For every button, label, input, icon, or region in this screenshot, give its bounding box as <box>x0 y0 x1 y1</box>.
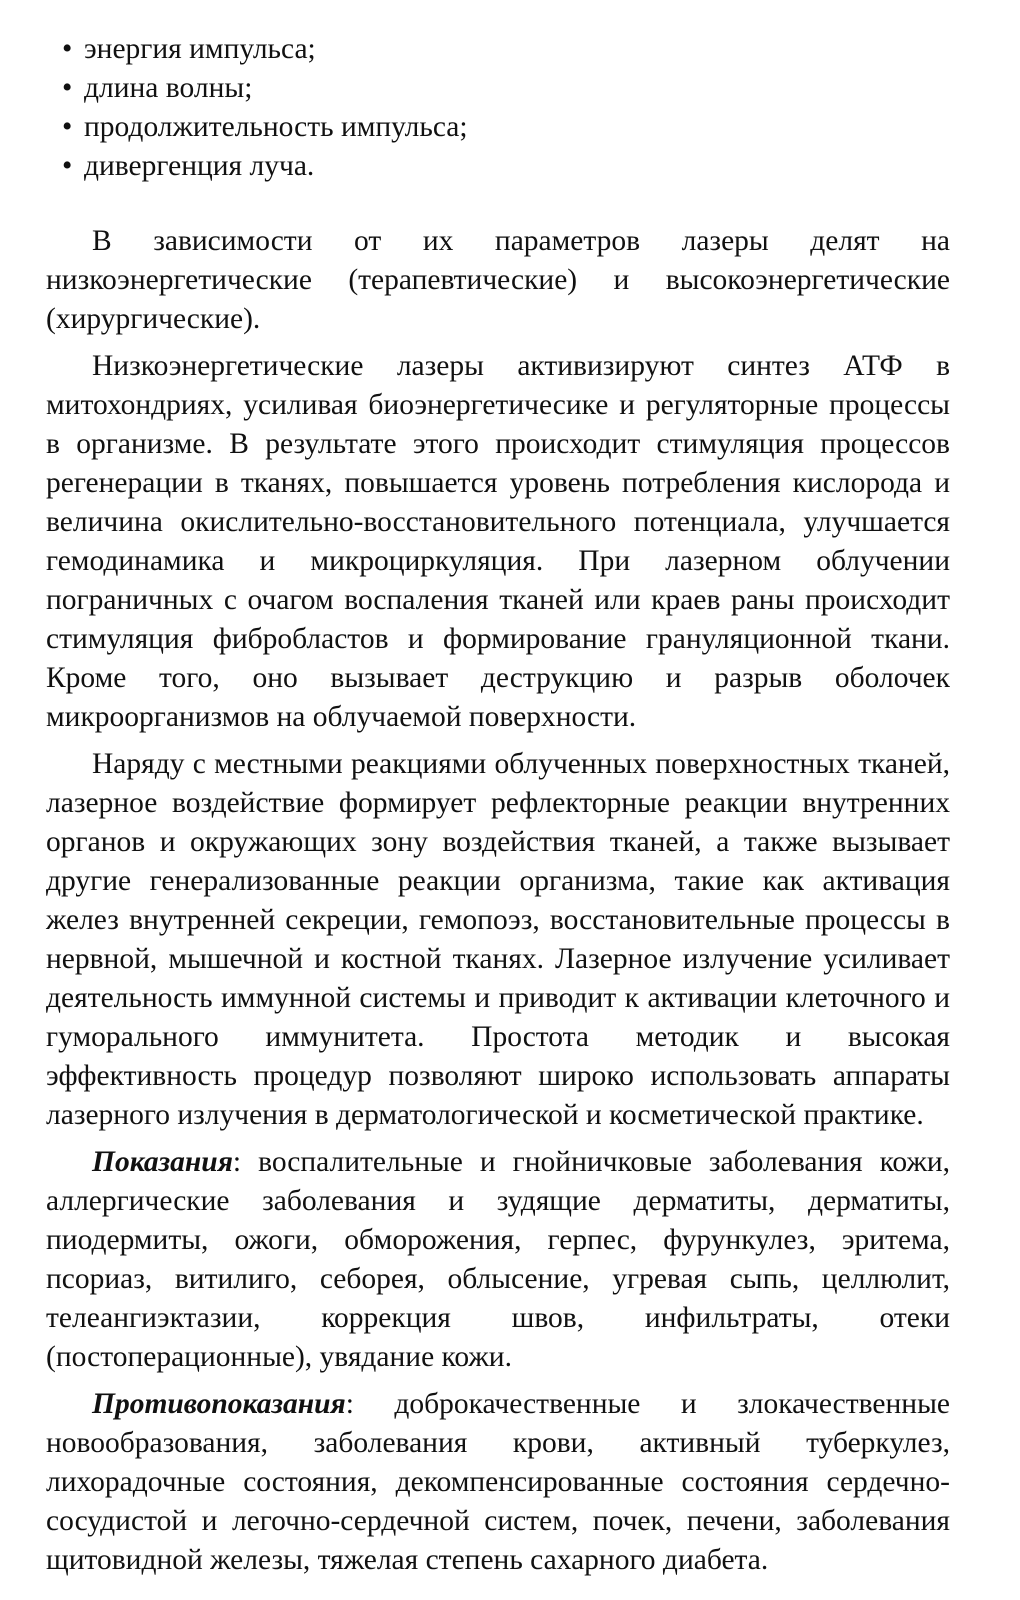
paragraph-indications <box>46 1143 950 1377</box>
list-item: • энергия импульса; <box>46 30 950 69</box>
paragraph-systemic-reactions: Наряду с местными реакциями облученных поверхностных тканей, лазерное воздействие формирует рефлекторные реакции внутренних органов и окружающих зону воздействия тканей, а также вызывает другие генерализованные реакции организма, такие как активация желез внутренней секреции, гемопоэз, восстановительные процессы в нервной, мышечной и костной тканях. Лазерное излучение усиливает деятельность иммунной системы и приводит к активации клеточного и гуморального иммунитета. Простота методик и высокая эффективность процедур позволяют широко использовать аппараты лазерного излучения в дерматологической и косметической практике. <box>46 748 950 1131</box>
paragraph-contraindications <box>46 1385 950 1580</box>
paragraph-low-energy-lasers: Низкоэнергетические лазеры активизируют синтез АТФ в митохондриях, усиливая биоэнергетичесике и регуляторные процессы в организме. В результате этого происходит стимуляция процессов регенерации в тканях, повышается уровень потребления кислорода и величина окислительно-восстановительного потенциала, улучшается гемодинамика и микроциркуляция. При лазерном облучении пограничных с очагом воспаления тканей или краев раны происходит стимуляция фибробластов и формирование грануляционной ткани. Кроме того, оно вызывает деструкцию и разрыв оболочек микроорганизмов на облучаемой поверхности. <box>46 350 950 733</box>
laser-parameters-list <box>46 30 950 186</box>
list-item: • дивергенция луча. <box>46 147 950 186</box>
list-item: • продолжительность импульса; <box>46 108 950 147</box>
indications-term: Показания <box>92 1146 233 1178</box>
list-item: • длина волны; <box>46 69 950 108</box>
paragraph-laser-classification: В зависимости от их параметров лазеры делят на низкоэнергетические (терапевтические) и высокоэнергетические (хирургические). <box>46 225 950 335</box>
contraindications-text: : доброкачественные и злокачественные новообразования, заболевания крови, активный туберкулез, лихорадочные состояния, декомпенсированные состояния сердечно-сосудистой и легочно-сердечной систем, почек, печени, заболевания щитовидной железы, тяжелая степень сахарного диабета. <box>46 1388 950 1576</box>
indications-text: : воспалительные и гнойничковые заболевания кожи, аллергические заболевания и зудящие дерматиты, дерматиты, пиодермиты, ожоги, обморожения, герпес, фурункулез, эритема, псориаз, витилиго, себорея, облысение, угревая сыпь, целлюлит, телеангиэктазии, коррекция швов, инфильтраты, отеки (постоперационные), увядание кожи. <box>46 1146 950 1373</box>
contraindications-term: Противопоказания <box>92 1388 346 1420</box>
